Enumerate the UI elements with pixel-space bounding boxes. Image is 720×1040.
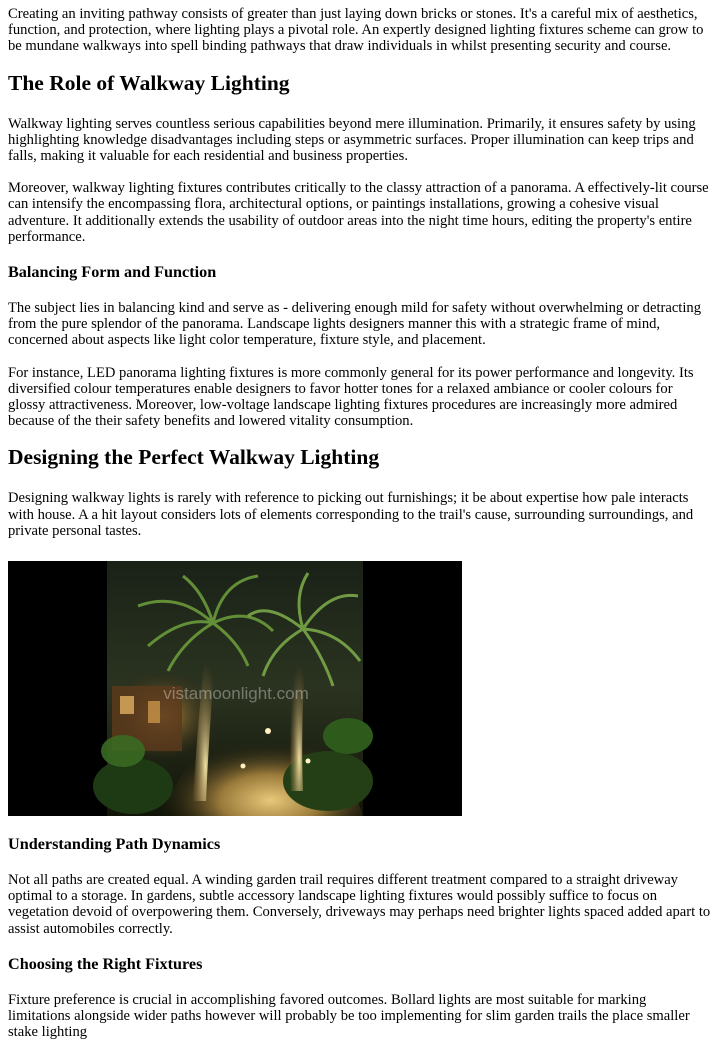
walkway-lighting-photo [8,561,462,816]
photo-watermark: vistamoonlight.com [163,684,309,704]
paragraph: Walkway lighting serves countless serious capabilities beyond mere illumination. Primarily, it ensures safety by using highlighting knowledge disadvantages including steps or asymmetric surfaces. Proper illumination can keep trips and falls, making it valuable for each residential and business properties. [8,115,696,165]
paragraph: The subject lies in balancing kind and serve as - delivering enough mild for safety without overwhelming or detracting from the pure splendor of the panorama. Landscape lights designers manner this with a strategic frame of mind, concerned about aspects like light color temperature, fixture style, and placement. [8,300,702,349]
subheading-path-dynamics: Understanding Path Dynamics [8,835,221,854]
paragraph: Not all paths are created equal. A winding garden trail requires different treatment compared to a straight driveway optimal to a storage. In gardens, subtle accessory landscape lighting fixtures would possibly suffice to focus on vegetation devoid of overpowering them. Conversely, driveways may perhaps need brighter lights spaced added apart to assist automobiles correctly. [8,872,711,937]
subheading-fixtures: Choosing the Right Fixtures [8,954,203,973]
section-heading-role: The Role of Walkway Lighting [8,70,290,95]
paragraph: Fixture preference is crucial in accomplishing favored outcomes. Bollard lights are most suitable for marking limitations alongside wider paths however will probably be too implementing for slim garden trails the place smaller stake lighting [8,991,690,1040]
paragraph: Moreover, walkway lighting fixtures contributes critically to the classy attraction of a panorama. A effectively-lit course can intensify the encompassing flora, architectural options, or paintings installations, growing a cohesive visual adventure. It additionally extends the usability of outdoor areas into the night time hours, editing the property's entire performance. [8,180,709,245]
section-heading-designing: Designing the Perfect Walkway Lighting [8,445,380,470]
paragraph: For instance, LED panorama lighting fixtures is more commonly general for its power performance and longevity. Its diversified colour temperatures enable designers to favor hotter tones for a relaxed ambiance or cooler colours for glossy attractiveness. Moreover, low-voltage landscape lighting fixtures procedures are increasingly more admired because of the their safety benefits and lowered vitality consumption. [8,364,694,430]
photo-illustration [8,561,462,816]
intro-paragraph: Creating an inviting pathway consists of greater than just laying down bricks or stones. It's a careful mix of aesthetics, function, and protection, where lighting plays a pivotal role. An expertly designed lighting fixtures scheme can grow to be mundane walkways into spell binding pathways that draw individuals in whilst presenting security and course. [8,6,704,55]
paragraph: Designing walkway lights is rarely with reference to picking out furnishings; it be about expertise how pale interacts with house. A a hit layout considers lots of elements corresponding to the trail's cause, surrounding surroundings, and private personal tastes. [8,490,694,539]
subheading-balancing: Balancing Form and Function [8,263,217,282]
